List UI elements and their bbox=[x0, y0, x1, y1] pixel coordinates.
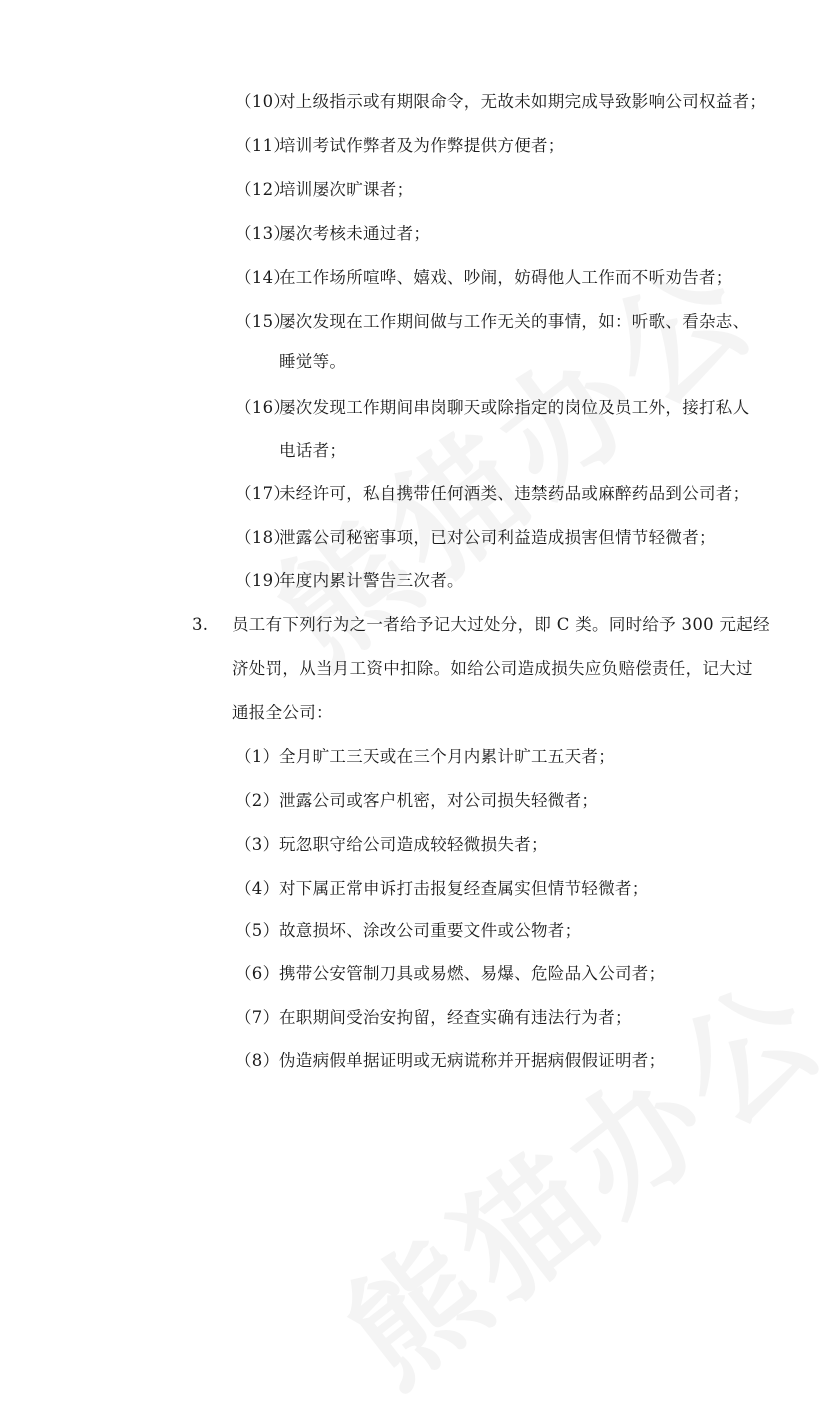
item-number: （16） bbox=[235, 398, 291, 417]
item-text-continuation: 睡觉等。 bbox=[279, 352, 347, 371]
item-number: （6） bbox=[235, 964, 280, 983]
list-item bbox=[235, 920, 581, 942]
item-text: 玩忽职守给公司造成较轻微损失者； bbox=[279, 835, 548, 854]
item-text: 对下属正常申诉打击报复经查属实但情节轻微者； bbox=[279, 879, 649, 898]
section-text-line2: 济处罚，从当月工资中扣除。如给公司造成损失应负赔偿责任，记大过 bbox=[232, 659, 753, 678]
item-text-continuation: 电话者； bbox=[279, 441, 347, 460]
list-item bbox=[235, 267, 733, 289]
item-text: 全月旷工三天或在三个月内累计旷工五天者； bbox=[279, 747, 615, 766]
list-item bbox=[235, 1007, 632, 1029]
item-number: （2） bbox=[235, 791, 280, 810]
item-text: 携带公安管制刀具或易燃、易爆、危险品入公司者； bbox=[279, 964, 666, 983]
item-text: 伪造病假单据证明或无病谎称并开据病假假证明者； bbox=[279, 1051, 666, 1070]
item-text: 泄露公司或客户机密，对公司损失轻微者； bbox=[279, 791, 599, 810]
item-number: （1） bbox=[235, 747, 280, 766]
list-item bbox=[235, 570, 464, 592]
item-text: 培训考试作弊者及为作弊提供方便者； bbox=[279, 136, 565, 155]
item-number: （11） bbox=[235, 136, 291, 155]
item-number: （14） bbox=[235, 268, 291, 287]
list-item bbox=[235, 834, 548, 856]
list-item bbox=[235, 963, 665, 985]
item-number: （12） bbox=[235, 180, 291, 199]
section-number: 3. bbox=[192, 615, 209, 634]
item-text: 泄露公司秘密事项，已对公司利益造成损害但情节轻微者； bbox=[279, 528, 716, 547]
section-paragraph-line bbox=[232, 658, 753, 680]
list-item bbox=[235, 746, 615, 768]
list-item bbox=[235, 179, 413, 201]
item-text: 对上级指示或有期限命令，无故未如期完成导致影响公司权益者； bbox=[279, 92, 767, 111]
list-item bbox=[235, 135, 565, 157]
item-number: （5） bbox=[235, 921, 280, 940]
item-number: （19） bbox=[235, 571, 291, 590]
section-paragraph bbox=[192, 614, 770, 636]
item-number: （18） bbox=[235, 528, 291, 547]
item-text: 在职期间受治安拘留，经查实确有违法行为者； bbox=[279, 1008, 632, 1027]
item-text: 培训屡次旷课者； bbox=[279, 180, 414, 199]
item-number: （4） bbox=[235, 879, 280, 898]
list-item-continuation bbox=[279, 351, 346, 373]
list-item bbox=[235, 790, 598, 812]
section-text-line1: 员工有下列行为之一者给予记大过处分，即 C 类。同时给予 300 元起经 bbox=[232, 615, 770, 634]
item-text: 屡次考核未通过者； bbox=[279, 224, 431, 243]
item-text: 在工作场所喧哗、嬉戏、吵闹，妨碍他人工作而不听劝告者； bbox=[279, 268, 733, 287]
list-item bbox=[235, 1050, 665, 1072]
list-item bbox=[235, 223, 430, 245]
item-text: 故意损坏、涂改公司重要文件或公物者； bbox=[279, 921, 582, 940]
list-item bbox=[235, 311, 749, 333]
list-item-continuation bbox=[279, 440, 346, 462]
item-text: 未经许可，私自携带任何酒类、违禁药品或麻醉药品到公司者； bbox=[279, 484, 750, 503]
list-item bbox=[235, 483, 749, 505]
section-text-line3: 通报全公司： bbox=[232, 703, 333, 722]
list-item bbox=[235, 91, 766, 113]
item-number: （3） bbox=[235, 835, 280, 854]
item-text: 屡次发现在工作期间做与工作无关的事情，如：听歌、看杂志、 bbox=[279, 312, 750, 331]
item-number: （17） bbox=[235, 484, 291, 503]
section-paragraph-line bbox=[232, 702, 333, 724]
list-item bbox=[235, 527, 716, 549]
item-number: （10） bbox=[235, 92, 291, 111]
item-text: 屡次发现工作期间串岗聊天或除指定的岗位及员工外，接打私人 bbox=[279, 398, 750, 417]
item-number: （13） bbox=[235, 224, 291, 243]
item-number: （8） bbox=[235, 1051, 280, 1070]
item-number: （15） bbox=[235, 312, 291, 331]
list-item bbox=[235, 397, 749, 419]
item-text: 年度内累计警告三次者。 bbox=[279, 571, 464, 590]
list-item bbox=[235, 878, 649, 900]
item-number: （7） bbox=[235, 1008, 280, 1027]
